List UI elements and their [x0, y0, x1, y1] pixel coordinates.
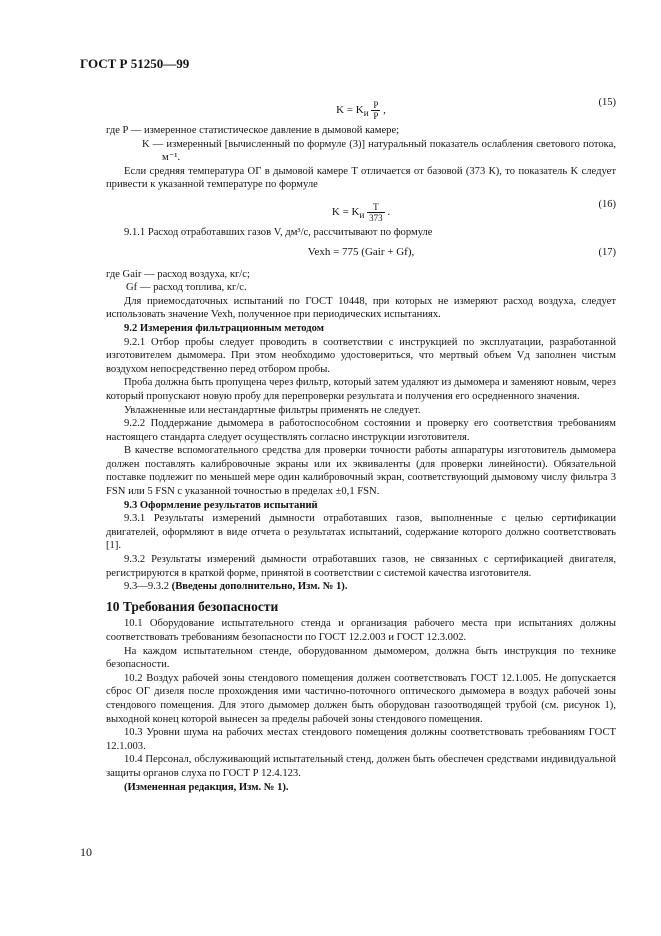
para-911: 9.1.1 Расход отработавших газов V, дм³/с, рассчитывают по формуле — [124, 226, 433, 238]
para-gost-10448: Для приемосдаточных испытаний по ГОСТ 10448, при которых не измеряют расход воздуха, следует использовать значение Vexh, полученное при периодических испытаниях. — [106, 295, 616, 321]
heading-9-3: 9.3 Оформление результатов испытаний — [124, 499, 318, 511]
note-93-range: 9.3—9.3.2 — [124, 581, 172, 593]
equation-15 — [106, 94, 616, 120]
equation-16 — [106, 196, 616, 222]
where-p: где P — измеренное статистическое давление в дымовой камере; — [106, 125, 400, 136]
where-gf: Gf — расход топлива, кг/с. — [126, 282, 247, 294]
para-93-note — [106, 580, 616, 594]
para-931: 9.3.1 Результаты измерений дымности отработавших газов, выполненные с целью сертификации двигателей, оформляют в виде отчета о результатах испытаний, содержание которого должно соответствовать [1]. — [106, 513, 616, 552]
para-104: 10.4 Персонал, обслуживающий испытательный стенд, должен быть обеспечен средствами индивидуальной защиты органов слуха по ГОСТ Р 12.4.123. — [106, 754, 616, 779]
eq16-sub: и — [359, 210, 365, 221]
eq16-numerator: T — [367, 202, 385, 213]
eq15-sub: и — [363, 108, 369, 119]
para-101: 10.1 Оборудование испытательного стенда и организация рабочего места при испытаниях должны соответствовать требованиям безопасности по ГОСТ 12.2.003 и ГОСТ 12.3.002. — [106, 618, 616, 643]
para-922: 9.2.2 Поддержание дымомера в работоспособном состоянии и проверку его соответствия требованиям настоящего стандарта следует осуществлять согласно инструкции изготовителя. — [106, 418, 616, 443]
eq16-denominator: 373 — [369, 212, 383, 223]
eq15-suffix: , — [383, 104, 386, 117]
eq17-label: (17) — [598, 246, 616, 258]
para-changed-edition: (Измененная редакция, Изм. № 1). — [124, 781, 289, 793]
where-k: K — измеренный [вычисленный по формуле (3)] натуральный показатель ослабления светового потока, м⁻¹. — [142, 138, 616, 164]
para-921: 9.2.1 Отбор пробы следует проводить в соответствии с инструкцией по эксплуатации, разработанной изготовителем дымомера. При этом необходимо удостовериться, что мертвый объем Vд заполнен чистым воздухом непосредственно перед отбором пробы. — [106, 336, 616, 375]
para-probe: Проба должна быть пропущена через фильтр, который затем удаляют из дымомера и заменяют новым, через который пропускают новую пробу для перепроверки результата и получения его осредненного значения. — [106, 377, 616, 402]
heading-10: 10 Требования безопасности — [106, 598, 279, 614]
eq16-suffix: . — [387, 206, 391, 218]
equation-17 — [106, 244, 616, 264]
para-102: 10.2 Воздух рабочей зоны стендового помещения должен соответствовать ГОСТ 12.1.005. Не допускается сброс ОГ дизеля после прохождения ими частично-поточного оптического дымомера в воздух рабочей зоны стендового помещения. Для этого дымомер должен быть оборудован газоотводящей трубой (см. рисунок 1), выходной конец которой вынесен за пределы рабочей зоны стендового помещения. — [106, 672, 616, 725]
where-gair: где Gair — расход воздуха, кг/с; — [106, 268, 250, 280]
document-header: ГОСТ Р 51250—99 — [80, 56, 190, 71]
eq15-fraction — [371, 100, 380, 121]
eq17-formula: Vexh = 775 (Gair + Gf), — [307, 245, 415, 258]
note-93-amendment: (Введены дополнительно, Изм. № 1). — [171, 581, 348, 593]
eq16-label: (16) — [598, 198, 616, 210]
para-103: 10.3 Уровни шума на рабочих местах стендового помещения должны соответствовать требованиям ГОСТ 12.1.003. — [106, 727, 616, 752]
eq15-lhs: K = K — [336, 104, 364, 117]
eq15-numerator: P — [373, 100, 379, 110]
eq15-label: (15) — [598, 97, 616, 108]
heading-9-2: 9.2 Измерения фильтрационным методом — [124, 322, 324, 334]
eq16-fraction — [367, 202, 385, 223]
page-content — [106, 90, 616, 794]
para-101b: На каждом испытательном стенде, оборудованном дымомером, должна быть инструкция по технике безопасности. — [106, 645, 616, 671]
para-filters: Увлажненные или нестандартные фильтры применять не следует. — [124, 404, 421, 416]
para-auxiliary: В качестве вспомогательного средства для проверки точности работы аппаратуры изготовитель дымомера должен поставлять калибровочные экраны или их эквиваленты (для проверки линейности). Обязательной поставке подлежит по меньшей мере один калибровочный экран, соответствующий дымовому числу фильтра 3 FSN или 5 FSN с указанной точностью в пределах ±0,1 FSN. — [106, 445, 616, 498]
para-temperature: Если средняя температура ОГ в дымовой камере T отличается от базовой (373 К), то показатель K следует привести к указанной температуре по формуле — [106, 165, 616, 191]
para-932: 9.3.2 Результаты измерений дымности отработавших газов, не связанных с сертификацией двигателя, регистрируются в краткой форме, принятой в соответствии с системой качества изготовителя. — [106, 554, 616, 579]
page-number: 10 — [80, 845, 92, 859]
eq16-lhs: K = K — [331, 206, 360, 218]
eq15-denominator: P — [373, 111, 379, 121]
